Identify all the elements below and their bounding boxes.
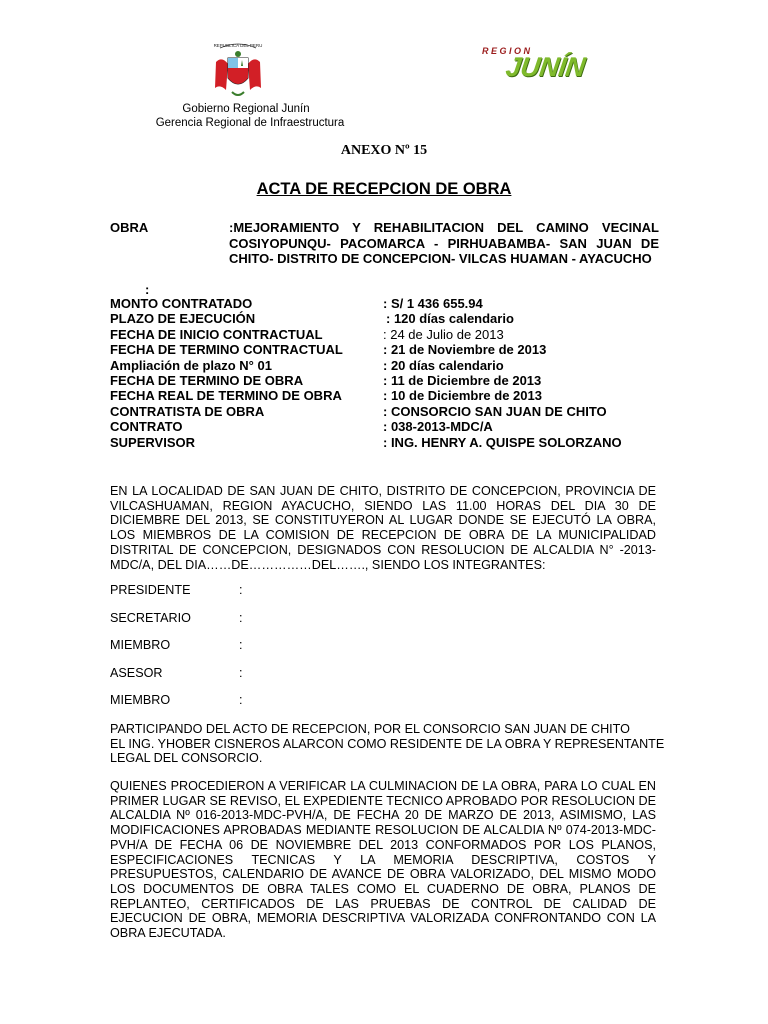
peru-coat-of-arms-logo [212,40,264,102]
field-value: : 24 de Julio de 2013 [383,326,504,342]
participation-paragraph [110,722,694,766]
field-row [110,435,670,450]
field-row [110,419,670,434]
obra-description: :MEJORAMIENTO Y REHABILITACION DEL CAMINO VECINAL COSIYOPUNQU- PACOMARCA - PIRHUABAMBA- SAN JUAN DE CHITO- DISTRITO DE CONCEPCION- VILCAS HUAMAN - AYACUCHO [229,220,659,266]
gov-line-1: Gobierno Regional Junín [182,103,310,115]
field-label: FECHA REAL DE TERMINO DE OBRA [110,388,342,404]
member-colon: : [239,693,243,707]
field-label: FECHA DE TERMINO DE OBRA [110,372,304,388]
field-label: PLAZO DE EJECUCIÓN [110,311,256,327]
participation-line: EL ING. YHOBER CISNEROS ALARCON COMO RESIDENTE DE LA OBRA Y REPRESENTANTE [110,736,665,751]
svg-text:REPUBLICA DEL PERU: REPUBLICA DEL PERU [213,43,263,48]
field-row [110,373,670,388]
obra-colon: : [145,282,150,297]
document-title: ACTA DE RECEPCION DE OBRA [256,180,512,198]
contract-fields [110,296,670,450]
field-label: Ampliación de plazo N° 01 [110,357,272,373]
field-row [110,296,670,311]
field-label: FECHA DE INICIO CONTRACTUAL [110,326,323,342]
field-value: : 20 días calendario [383,357,504,373]
member-role: MIEMBRO [110,638,171,652]
field-row [110,404,670,419]
field-label: SUPERVISOR [110,434,196,450]
participation-line: LEGAL DEL CONSORCIO. [110,751,263,766]
field-row [110,327,670,342]
field-value: : CONSORCIO SAN JUAN DE CHITO [383,403,607,419]
field-label: MONTO CONTRATADO [110,296,253,311]
obra-label: OBRA [110,220,149,235]
field-value: : 10 de Diciembre de 2013 [383,388,542,404]
field-row [110,311,670,326]
field-row [110,342,670,357]
participation-line: PARTICIPANDO DEL ACTO DE RECEPCION, POR EL CONSORCIO SAN JUAN DE CHITO [110,722,630,736]
verification-paragraph: QUIENES PROCEDIERON A VERIFICAR LA CULMINACION DE LA OBRA, PARA LO CUAL EN PRIMER LUGAR SE REVISO, EL EXPEDIENTE TECNICO APROBADO POR RESOLUCION DE ALCALDIA Nº 016-2013-MDC-PVH/A, DE FECHA 20 DE MARZO DE 2013, ASIMISMO, LAS MODIFICACIONES APROBADAS MEDIANTE RESOLUCION DE ALCALDIA Nº 074-2013-MDC-PVH/A DE FECHA 06 DE NOVIEMBRE DEL 2013 CONFORMADOS POR LOS PLANOS, ESPECIFICACIONES TECNICAS Y LA MEMORIA DESCRIPTIVA, COSTOS Y PRESUPUESTOS, CALENDARIO DE AVANCE DE OBRA VALORIZADO, DEL MISMO MODO LOS DOCUMENTOS DE OBRA TALES COMO EL CUADERNO DE OBRA, PLANOS DE REPLANTEO, CERTIFICADOS DE LAS PRUEBAS DE CONTROL DE CALIDAD DE EJECUCION DE OBRA, MEMORIA DESCRIPTIVA VALORIZADA CONFRONTANDO CON LA OBRA EJECUTADA. [110,779,656,941]
member-role: PRESIDENTE [110,583,191,597]
field-label: FECHA DE TERMINO CONTRACTUAL [110,342,343,358]
field-value: : 11 de Diciembre de 2013 [383,372,542,388]
field-value: : S/ 1 436 655.94 [383,296,483,311]
member-colon: : [239,583,243,597]
field-value: : 21 de Noviembre de 2013 [383,342,547,358]
intro-paragraph: EN LA LOCALIDAD DE SAN JUAN DE CHITO, DISTRITO DE CONCEPCION, PROVINCIA DE VILCASHUAMAN, REGION AYACUCHO, SIENDO LAS 11.00 HORAS DEL DIA 30 DE DICIEMBRE DEL 2013, SE CONSTITUYERON AL LUGAR DONDE SE EJECUTÓ LA OBRA, LOS MIEMBROS DE LA COMISION DE RECEPCION DE OBRA DE LA MUNICIPALIDAD DISTRITAL DE CONCEPCION, DESIGNADOS CON RESOLUCION DE ALCALDIA N° -2013-MDC/A, DEL DIA……DE……………DEL……., SIENDO LOS INTEGRANTES: [110,484,656,572]
member-role: MIEMBRO [110,693,171,707]
field-value: : ING. HENRY A. QUISPE SOLORZANO [383,434,622,450]
field-row [110,388,670,403]
field-label: CONTRATISTA DE OBRA [110,403,265,419]
member-colon: : [239,665,243,680]
member-role: SECRETARIO [110,610,191,625]
member-role: ASESOR [110,665,163,680]
region-logo-small-text: REGION [482,46,533,56]
member-colon: : [239,638,243,652]
member-colon: : [239,610,243,625]
gov-line-2: Gerencia Regional de Infraestructura [155,117,345,129]
field-row [110,358,670,373]
field-value: : 120 días calendario [386,311,514,327]
field-value: : 038-2013-MDC/A [383,419,493,435]
anexo-heading: ANEXO Nº 15 [340,143,428,158]
region-junin-logo: JUNÍN [503,52,587,82]
field-label: CONTRATO [110,419,183,435]
